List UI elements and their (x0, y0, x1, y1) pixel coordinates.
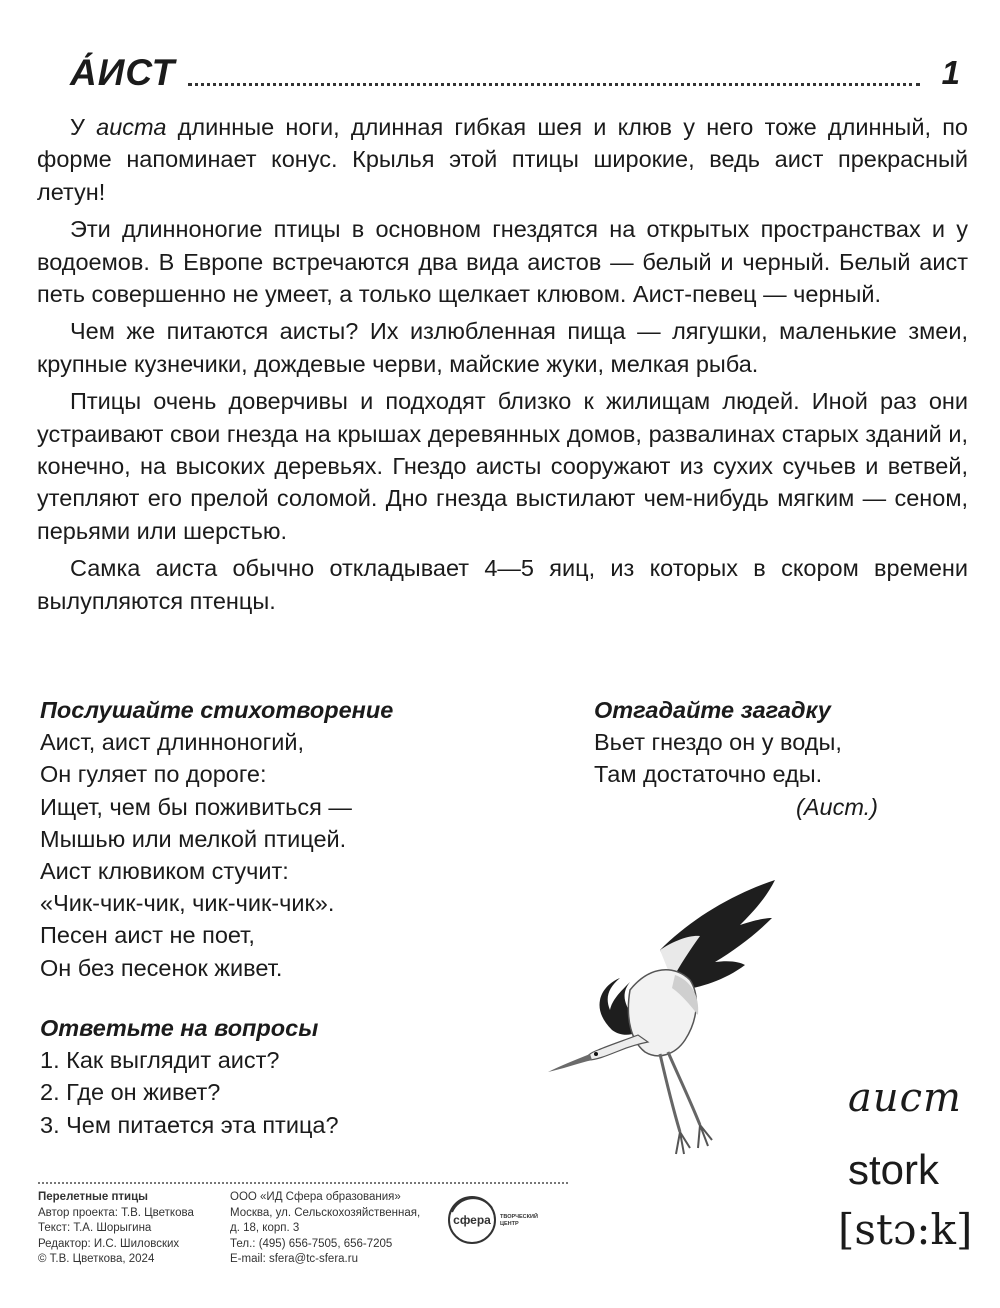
page-number: 1 (941, 54, 960, 91)
poem-line: Песен аист не поет, (40, 922, 255, 949)
page-header (70, 50, 960, 98)
footer-publisher-line: ООО «ИД Сфера образования» (230, 1191, 401, 1203)
footer-credit-line: Автор проекта: Т.В. Цветкова (38, 1206, 194, 1219)
vocab-cursive-word: аист (848, 1075, 962, 1121)
footer-publisher (230, 1190, 420, 1268)
title-dot-leader (188, 83, 920, 86)
paragraph-4: Птицы очень доверчивы и подходят близко к жилищам людей. Иной раз они устраивают свои гнезда на крышах деревянных домов, развалинах старых зданий и, конечно, на высоких деревьях. Гнездо аисты сооружают из сухих сучьев и ветвей, утепляют его прелой соломой. Дно гнезда выстилают чем-нибудь мягким — сеном, перьями или шерстью. (37, 388, 968, 544)
footer-credit-line: © Т.В. Цветкова, 2024 (38, 1253, 155, 1266)
poem-line: Он без песенок живет. (40, 954, 283, 981)
riddle-line: Там достаточно еды. (594, 761, 823, 788)
footer-credit-line: Редактор: И.С. Шиловских (38, 1237, 180, 1250)
poem-line: Аист клювиком стучит: (40, 858, 289, 885)
paragraph-rest: длинные ноги, длинная гибкая шея и клюв у него тоже длинный, по форме напоминает конус. Крылья этой птицы широкие, ведь аист прекрасный летун! (37, 114, 968, 205)
logo-tagline-1: ТВОРЧЕСКИЙ (500, 1214, 538, 1220)
poem-line: Он гуляет по дороге: (40, 761, 267, 788)
footer-publisher-line: E-mail: sfera@tc-sfera.ru (230, 1253, 358, 1266)
vocab-english-word: stork (848, 1146, 940, 1193)
poem-block (40, 694, 393, 984)
riddle-answer: (Аист.) (796, 793, 878, 820)
riddle-heading: Отгадайте загадку (594, 697, 831, 723)
paragraph-3: Чем же питаются аисты? Их излюбленная пища — лягушки, маленькие змеи, крупные кузнечики, дождевые черви, майские жуки, мелкая рыба. (37, 318, 968, 377)
poem-line: Аист, аист длинноногий, (40, 729, 304, 756)
poem-line: Ищет, чем бы поживиться — (40, 793, 352, 820)
riddle-line: Вьет гнездо он у воды, (594, 729, 842, 756)
question-item: 3. Чем питается эта птица? (40, 1111, 339, 1138)
vocab-transcription: [stɔ:k] (838, 1205, 973, 1254)
poem-line: Мышью или мелкой птицей. (40, 825, 347, 852)
paragraph-5: Самка аиста обычно откладывает 4—5 яиц, из которых в скором времени вылупляются птенцы. (37, 555, 968, 614)
logo-name: сфера (453, 1213, 491, 1227)
footer-credit-line: Текст: Т.А. Шорыгина (38, 1222, 152, 1235)
stork-illustration (540, 870, 790, 1180)
paragraph-lead: У (70, 114, 97, 140)
footer-divider (38, 1182, 568, 1184)
footer-credits (38, 1190, 194, 1268)
paragraph-1 (37, 111, 968, 208)
page-title: А́ИСТ (70, 52, 176, 93)
footer-publisher-line: д. 18, корп. 3 (230, 1222, 300, 1235)
sfera-logo (446, 1194, 564, 1246)
paragraph-italic-word: аиста (96, 114, 167, 140)
riddle-block (594, 694, 878, 823)
footer-publisher-line: Москва, ул. Сельскохозяйственная, (230, 1206, 421, 1219)
questions-heading: Ответьте на вопросы (40, 1015, 319, 1041)
footer-series: Перелетные птицы (38, 1191, 149, 1203)
poem-line: «Чик-чик-чик, чик-чик-чик». (40, 890, 335, 917)
paragraph-2: Эти длинноногие птицы в основном гнездятся на открытых пространствах и у водоемов. В Европе встречаются два вида аистов — белый и черный. Белый аист петь совершенно не умеет, а только щелкает клювом. Аист-певец — черный. (37, 216, 968, 308)
article-text (37, 111, 968, 622)
questions-block (40, 1012, 339, 1141)
poem-heading: Послушайте стихотворение (40, 697, 394, 723)
question-item: 1. Как выглядит аист? (40, 1047, 280, 1074)
question-item: 2. Где он живет? (40, 1079, 221, 1106)
logo-tagline-2: ЦЕНТР (500, 1221, 519, 1227)
footer-publisher-line: Тел.: (495) 656-7505, 656-7205 (230, 1237, 393, 1250)
